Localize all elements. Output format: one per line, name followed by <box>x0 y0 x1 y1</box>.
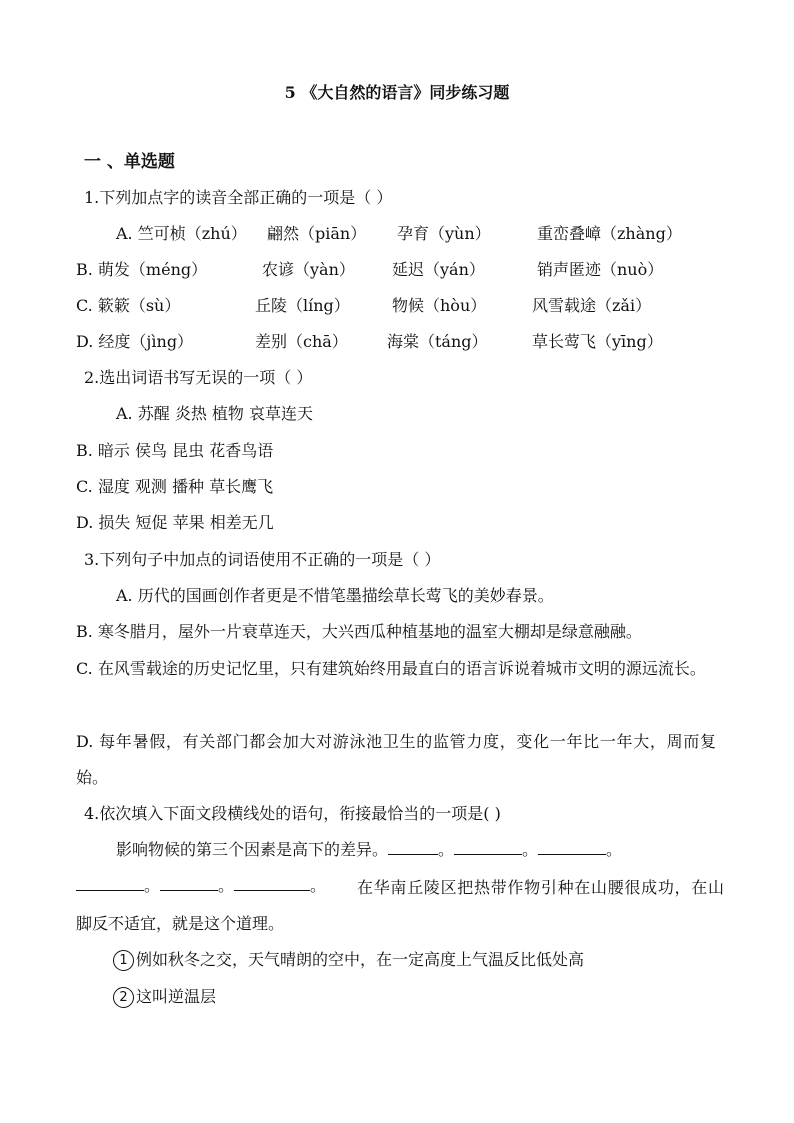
blank-period: 。 <box>218 876 235 895</box>
q1-b-word-2: 农谚（yàn） <box>262 260 355 279</box>
item-2-text: 这叫逆温层 <box>136 987 217 1006</box>
question-2-stem: 2.选出词语书写无误的一项（ ） <box>84 368 313 387</box>
q1-c-word-2: 丘陵（líng） <box>255 296 350 315</box>
q1-b-word-1: B. 萌发（méng） <box>76 260 208 279</box>
question-3-option-c: C. 在风雪载途的历史记忆里，只有建筑始终用最直白的语言诉说着城市文明的源远流长。 <box>76 659 706 678</box>
page-title: 5 《大自然的语言》同步练习题 <box>284 83 510 102</box>
question-3-option-a: A. 历代的国画创作者更是不惜笔墨描绘草长莺飞的美妙春景。 <box>116 586 554 605</box>
answer-blank-3 <box>538 838 606 855</box>
q1-c-word-1: C. 簌簌（sù） <box>76 296 181 315</box>
q1-d-word-3: 海棠（táng） <box>387 332 488 351</box>
question-2-option-b: B. 暗示 侯鸟 昆虫 花香鸟语 <box>76 441 274 460</box>
question-3-option-b: B. 寒冬腊月，屋外一片衰草连天，大兴西瓜种植基地的温室大棚却是绿意融融。 <box>76 622 642 641</box>
q1-a-word-4: 重峦叠嶂（zhàng） <box>537 224 682 243</box>
q1-a-word-3: 孕育（yùn） <box>397 224 491 243</box>
circled-number-1: 1 <box>113 950 134 971</box>
q1-c-word-3: 物候（hòu） <box>392 296 487 315</box>
question-4-passage-line-1 <box>116 838 622 861</box>
question-4-passage-tail: 在华南丘陵区把热带作物引种在山腰很成功，在山脚反不适宜，就是这个道理。 <box>76 878 724 933</box>
q1-a-word-2: 翩然（piān） <box>267 224 367 243</box>
q1-d-word-1: D. 经度（jìng） <box>76 332 194 351</box>
q1-a-word-1: A. 竺可桢（zhú） <box>116 224 247 243</box>
question-2-option-d: D. 损失 短促 苹果 相差无几 <box>76 513 274 532</box>
q1-c-word-4: 风雪载途（zǎi） <box>532 296 652 315</box>
question-3-option-d: D. 每年暑假，有关部门都会加大对游泳池卫生的监管力度，变化一年比一年大，周而复始。 <box>76 732 716 787</box>
blank-period: 。 <box>438 840 455 859</box>
q1-d-word-2: 差别（chā） <box>255 332 348 351</box>
passage-lead: 影响物候的第三个因素是高下的差异。 <box>116 840 389 859</box>
blank-period: 。 <box>144 876 161 895</box>
answer-blank-2 <box>454 838 522 855</box>
circled-number-2: 2 <box>113 987 134 1008</box>
question-3-stem: 3.下列句子中加点的词语使用不正确的一项是（ ） <box>84 550 441 569</box>
q1-b-word-4: 销声匿迹（nuò） <box>537 260 664 279</box>
question-1-stem: 1.下列加点字的读音全部正确的一项是（ ） <box>84 188 393 207</box>
question-4-item-1 <box>113 949 584 971</box>
answer-blank-1 <box>388 838 438 855</box>
question-4-item-2 <box>113 986 216 1008</box>
q1-d-word-4: 草长莺飞（yīng） <box>532 332 663 351</box>
blank-period: 。 <box>310 876 327 895</box>
question-2-option-a: A. 苏醒 炎热 植物 哀草连天 <box>116 404 313 423</box>
q1-b-word-3: 延迟（yán） <box>392 260 485 279</box>
item-1-text: 例如秋冬之交，天气晴朗的空中，在一定高度上气温反比低处高 <box>136 950 585 969</box>
blank-period: 。 <box>522 840 539 859</box>
section-heading: 一 、单选题 <box>84 152 175 172</box>
blank-period: 。 <box>606 840 623 859</box>
question-2-option-c: C. 湿度 观测 播种 草长鹰飞 <box>76 477 274 496</box>
question-4-stem: 4.依次填入下面文段横线处的语句，衔接最恰当的一项是( ) <box>84 804 501 823</box>
